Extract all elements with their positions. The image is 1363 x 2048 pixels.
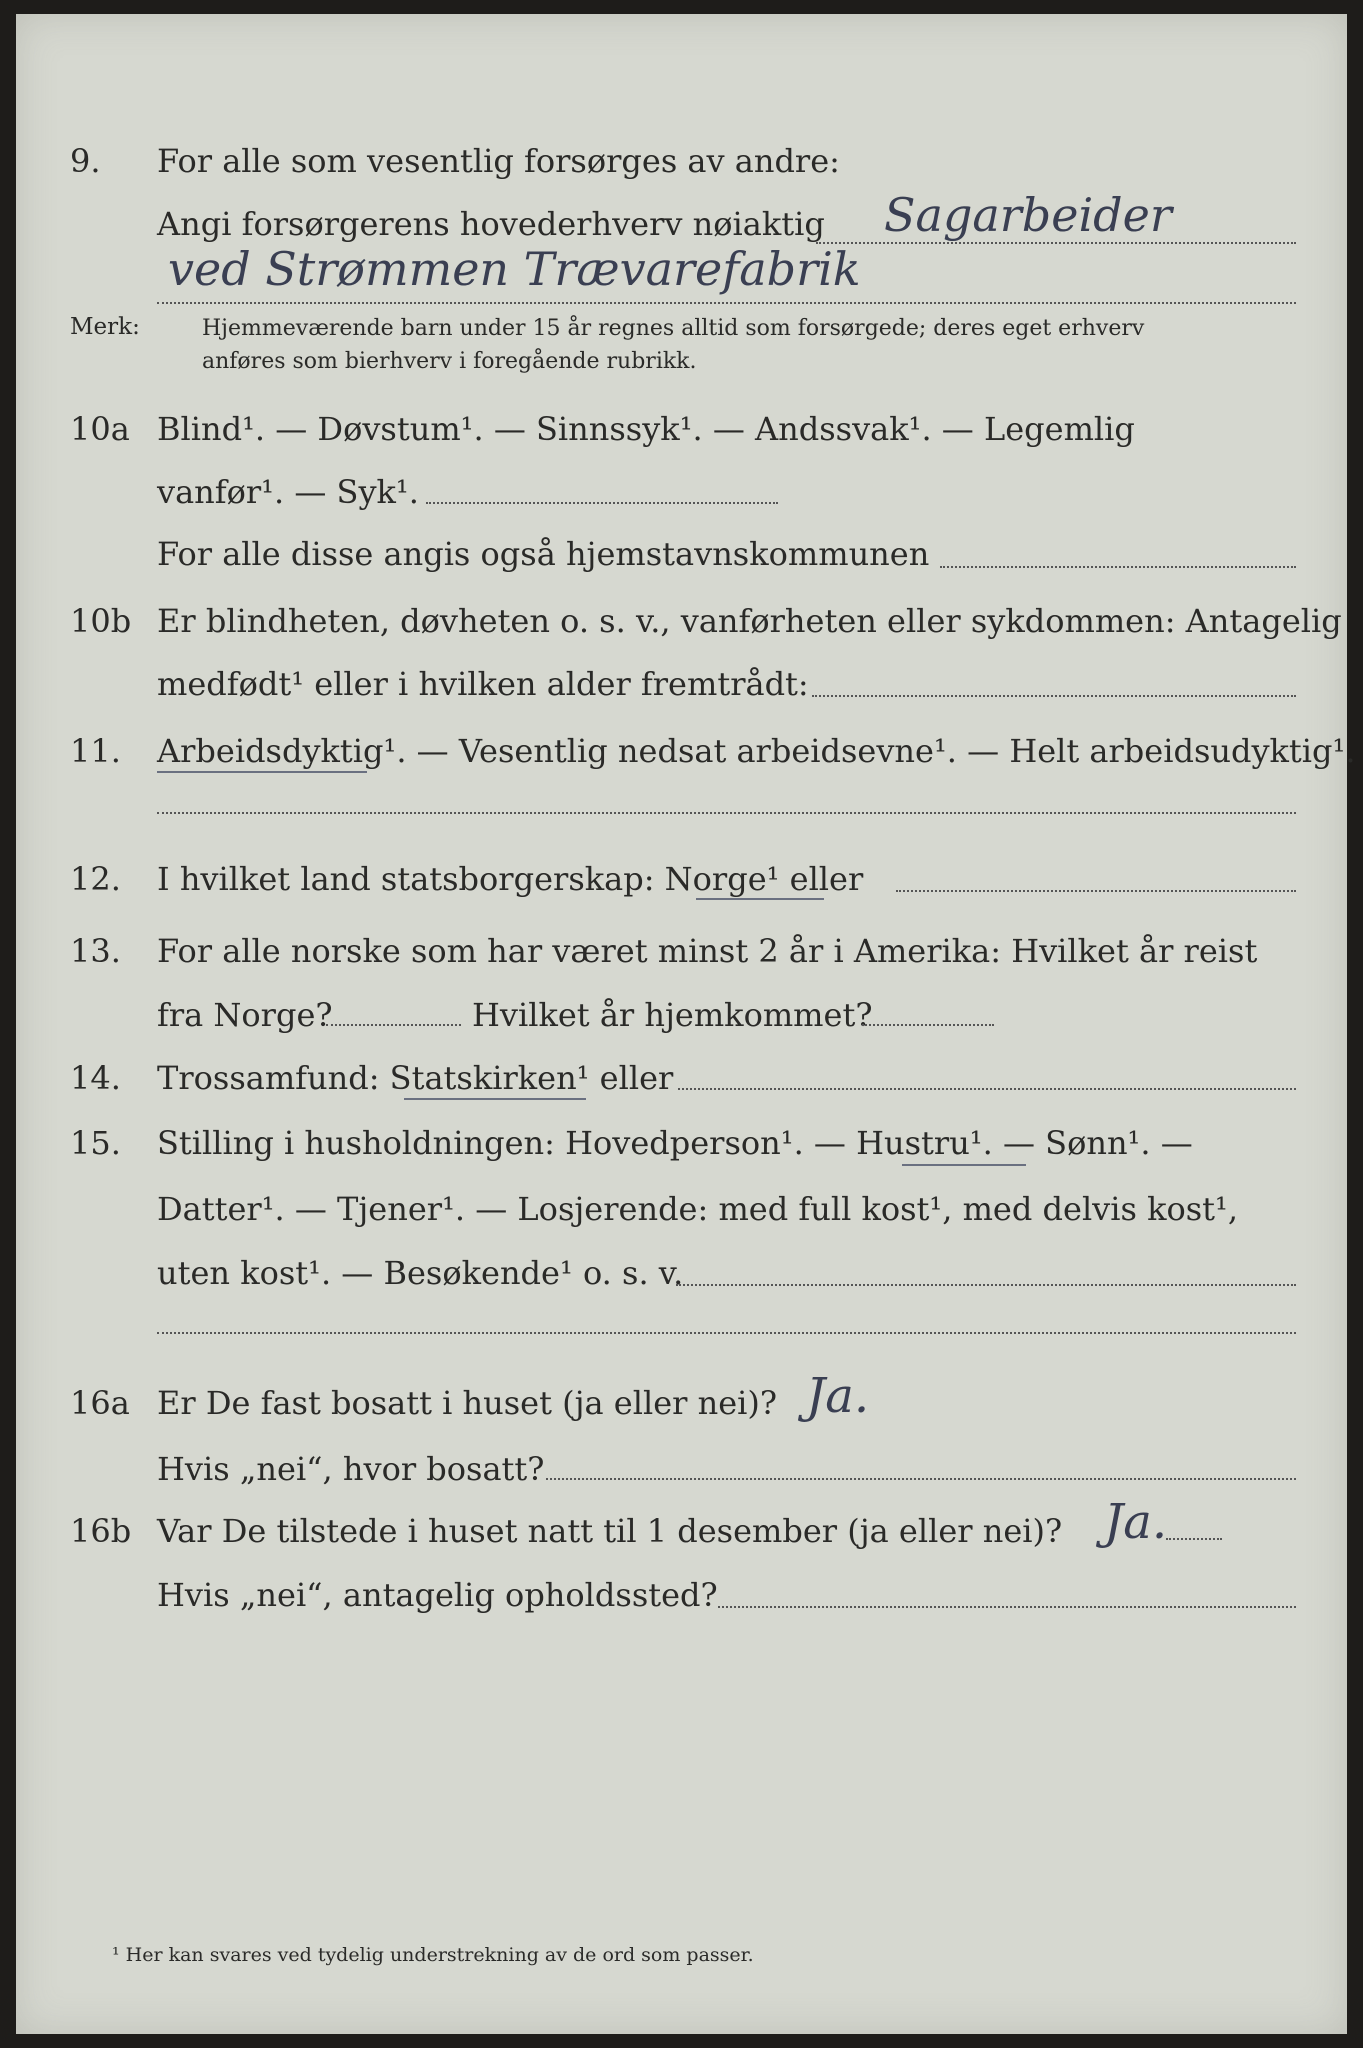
q14-number: 14. xyxy=(70,1059,121,1097)
q16a-answer-line xyxy=(546,1478,1296,1480)
merk-note-line-2: anføres som bierhverv i foregående rubrikk. xyxy=(202,349,697,374)
q10b-question-line2: medfødt¹ eller i hvilken alder fremtrådt: xyxy=(157,665,809,703)
q13-answer-line-right xyxy=(862,1024,994,1026)
q16a-number: 16a xyxy=(70,1384,130,1422)
q14-question: Trossamfund: Statskirken¹ eller xyxy=(157,1059,674,1097)
q10a-question-line2: vanfør¹. — Syk¹. xyxy=(157,473,419,511)
q13-question-right: Hvilket år hjemkommet? xyxy=(472,996,873,1034)
q12-underline-norge xyxy=(696,898,824,900)
q9-handwritten-answer-1: Sagarbeider xyxy=(884,188,1172,242)
q16b-question: Var De tilstede i huset natt til 1 desember (ja eller nei)? xyxy=(157,1512,1063,1550)
q9-number: 9. xyxy=(70,142,101,180)
q9-question: For alle som vesentlig forsørges av andre: xyxy=(157,142,840,180)
q14-answer-line xyxy=(678,1088,1296,1090)
q13-answer-line-left xyxy=(326,1024,461,1026)
q9-answer-line-1 xyxy=(816,242,1296,244)
q10b-question: Er blindheten, døvheten o. s. v., vanførheten eller sykdommen: Antagelig xyxy=(157,602,1342,640)
q12-number: 12. xyxy=(70,860,121,898)
q15-question-line3: uten kost¹. — Besøkende¹ o. s. v. xyxy=(157,1254,684,1292)
q10a-answer-line-2 xyxy=(940,566,1296,568)
merk-label: Merk: xyxy=(70,314,140,340)
q13-question: For alle norske som har været minst 2 år i Amerika: Hvilket år reist xyxy=(157,932,1258,970)
q11-number: 11. xyxy=(70,732,121,770)
q10a-answer-line-1 xyxy=(426,502,778,504)
q12-question: I hvilket land statsborgerskap: Norge¹ eller xyxy=(157,860,864,898)
q16a-question: Er De fast bosatt i huset (ja eller nei)? xyxy=(157,1384,778,1422)
q12-answer-line xyxy=(896,890,1296,892)
q16b-answer-line-1 xyxy=(1166,1538,1222,1540)
q15-number: 15. xyxy=(70,1124,121,1162)
q14-underline-statskirken xyxy=(404,1098,586,1100)
q9-handwritten-answer-2: ved Strømmen Trævarefabrik xyxy=(168,242,861,296)
merk-note-line-1: Hjemmeværende barn under 15 år regnes alltid som forsørgede; deres eget erhverv xyxy=(202,316,1145,341)
q10a-question-line3: For alle disse angis også hjemstavnskommunen xyxy=(157,535,930,573)
footnote: ¹ Her kan svares ved tydelig understrekning av de ord som passer. xyxy=(112,1944,754,1966)
q11-answer-line xyxy=(157,812,1296,814)
q9-answer-line-2 xyxy=(157,302,1296,304)
q13-question-left: fra Norge? xyxy=(157,996,333,1034)
q16a-question-line2: Hvis „nei“, hvor bosatt? xyxy=(157,1450,545,1488)
q15-answer-line-2 xyxy=(157,1332,1296,1334)
q13-number: 13. xyxy=(70,932,121,970)
q11-question: Arbeidsdyktig¹. — Vesentlig nedsat arbeidsevne¹. — Helt arbeidsudyktig¹. xyxy=(157,732,1356,770)
q16b-number: 16b xyxy=(70,1512,132,1550)
q16b-question-line2: Hvis „nei“, antagelig opholdssted? xyxy=(157,1576,718,1614)
q10a-number: 10a xyxy=(70,410,130,448)
q10b-number: 10b xyxy=(70,602,132,640)
census-form-page xyxy=(16,14,1356,2034)
q16b-answer-line-2 xyxy=(718,1606,1296,1608)
q15-underline-hustru xyxy=(902,1164,1026,1166)
q9-question-line2: Angi forsørgerens hovederhverv nøiaktig xyxy=(157,205,825,243)
q16b-handwritten-answer: Ja. xyxy=(1104,1494,1168,1550)
q15-question-line2: Datter¹. — Tjener¹. — Losjerende: med full kost¹, med delvis kost¹, xyxy=(157,1190,1239,1228)
q15-question: Stilling i husholdningen: Hovedperson¹. — Hustru¹. — Sønn¹. — xyxy=(157,1124,1193,1162)
q15-answer-line-1 xyxy=(676,1284,1296,1286)
q10b-answer-line xyxy=(812,695,1296,697)
q10a-question: Blind¹. — Døvstum¹. — Sinnssyk¹. — Andssvak¹. — Legemlig xyxy=(157,410,1135,448)
q11-underline-arbeidsdyktig xyxy=(157,771,367,773)
q16a-handwritten-answer: Ja. xyxy=(806,1368,870,1424)
